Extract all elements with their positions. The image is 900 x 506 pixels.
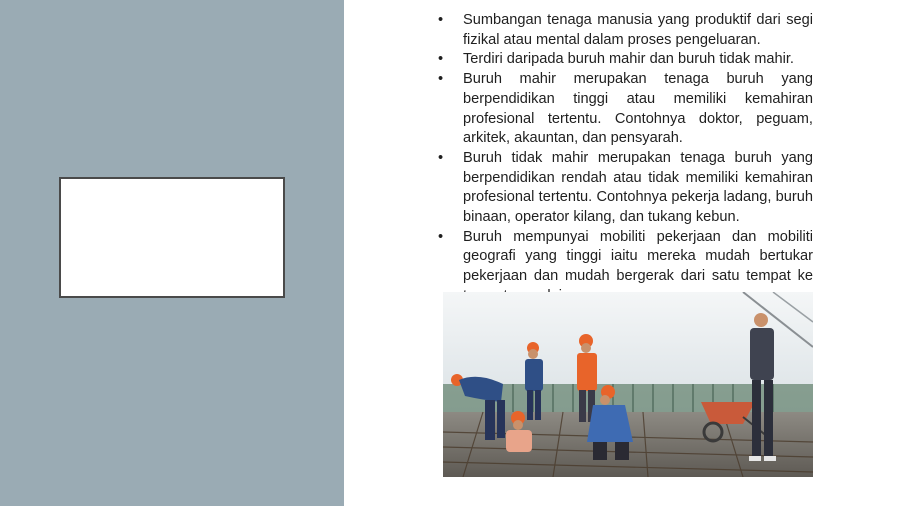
bullet-item: [436, 11, 813, 50]
bullet-text: Sumbangan tenaga manusia yang produktif dari segi fizikal atau mental dalam proses pengeluaran.: [463, 12, 813, 48]
bullet-dot: •: [438, 12, 444, 28]
bullet-dot: •: [438, 149, 444, 166]
bullet-dot: •: [438, 71, 444, 88]
bullet-text: Buruh mahir merupakan tenaga buruh yang berpendidikan tinggi atau memiliki kemahiran profesional tertentu. Contohnya doktor, peguam, arkitek, akauntan, dan pensyarah.: [463, 71, 813, 147]
photo-illustration: [443, 292, 813, 477]
bullet-item: [436, 70, 813, 149]
bullet-dot: •: [438, 51, 444, 68]
bullet-text: Buruh tidak mahir merupakan tenaga buruh yang berpendidikan rendah atau tidak memiliki kemahiran profesional tertentu. Contohnya pekerja ladang, buruh binaan, operator kilang, dan tukang kebun.: [463, 149, 813, 226]
title-placeholder-box: [59, 177, 285, 298]
bullet-text: Buruh mempunyai mobiliti pekerjaan dan mobiliti geografi yang tinggi iaitu mereka mudah bertukar pekerjaan dan mudah bergerak dari satu tempat ke: [463, 228, 813, 285]
bullet-item: [436, 149, 813, 228]
construction-workers-photo: [443, 292, 813, 477]
bullet-dot: •: [438, 228, 444, 245]
bullet-item: [436, 50, 813, 70]
bullet-list: [436, 11, 813, 307]
bullet-text: Terdiri daripada buruh mahir dan buruh tidak mahir.: [463, 51, 794, 68]
